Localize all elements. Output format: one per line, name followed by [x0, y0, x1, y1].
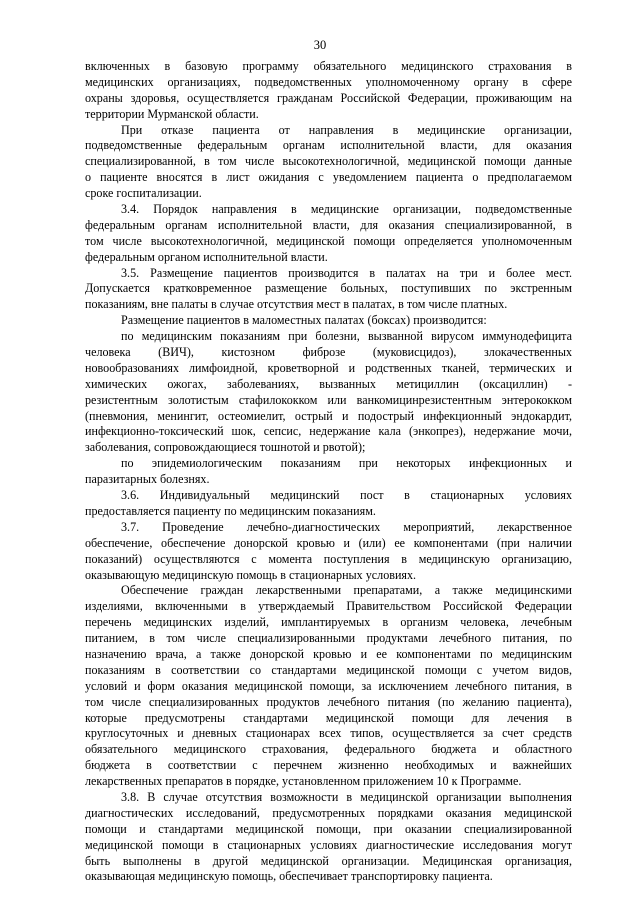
text-line: 3.5. Размещение пациентов производится в палатах на три и более мест. — [121, 265, 572, 280]
text-line: Обеспечение граждан лекарственными препаратами, а также медицинскими — [121, 583, 572, 598]
text-line: обеспечение, обеспечение донорской кровью и (или) ее компонентами (при наличии — [85, 535, 572, 550]
text-line: обязательного медицинского страхования, федерального бюджета и областного — [85, 742, 572, 757]
body-text — [85, 59, 572, 885]
text-line: по медицинским показаниям при болезни, вызванной вирусом иммунодефицита — [121, 329, 572, 344]
text-line: изделиями, включенными в утверждаемый Правительством Российской Федерации — [85, 599, 572, 614]
text-line: включенных в базовую программу обязательного медицинского страхования в — [85, 59, 572, 73]
text-line: показаниям в соответствии со стандартами медицинской помощи с учетом видов, — [85, 662, 572, 677]
text-line: специализированной, в том числе высокотехнологичной, медицинской помощи данные — [85, 154, 572, 169]
text-line: Допускается кратковременное размещение больных, поступивших по экстренным — [85, 281, 572, 296]
text-line: федеральным органом исполнительной власти. — [85, 249, 328, 264]
text-line: инфекционно-токсический шок, сепсис, недержание кала (энкопрез), недержание мочи, — [85, 424, 572, 439]
page-number: 30 — [313, 38, 327, 52]
text-line: 3.6. Индивидуальный медицинский пост в стационарных условиях — [121, 488, 572, 503]
text-line: 3.7. Проведение лечебно-диагностических мероприятий, лекарственное — [121, 519, 572, 534]
text-line: заболевания, сопровождающиеся тошнотой и рвотой); — [85, 440, 366, 455]
text-line: быть выполнены в другой медицинской организации. Медицинская организация, — [85, 853, 572, 868]
text-line: питанием, в том числе специализированными продуктами лечебного питания, по — [85, 631, 572, 646]
text-line: бюджета в соответствии с перечнем жизненно необходимых и важнейших — [85, 758, 572, 773]
text-line: 3.8. В случае отсутствия возможности в медицинской организации выполнения — [121, 789, 572, 804]
text-line: о пациенте вносятся в лист ожидания с уведомлением пациента о предполагаемом — [85, 170, 572, 185]
text-line: резистентным золотистым стафилококком или ванкомицинрезистентным энтерококком — [85, 392, 572, 407]
text-line: показаниям, вне палаты в случае отсутствия мест в палатах, в том числе платных. — [85, 297, 508, 312]
text-line: новообразованиях лимфоидной, кроветворной и родственных тканей, термических и — [85, 360, 572, 375]
text-line: Размещение пациентов в маломестных палатах (боксах) производится: — [121, 313, 487, 328]
text-line: том числе высокотехнологичной, медицинской помощи определяется уполномоченным — [85, 233, 572, 248]
text-line: лекарственных препаратов в порядке, установленном приложением 10 к Программе. — [85, 774, 522, 789]
text-line: назначению врача, а также донорской кровью и ее компонентами по медицинским — [85, 646, 572, 661]
text-line: условий и форм оказания медицинской помощи, за исключением лечебного питания, в — [85, 678, 572, 693]
text-line: диагностических исследований, предусмотренных порядками оказания медицинской — [85, 805, 572, 820]
text-line: помощи и стандартами медицинской помощи, при оказании специализированной — [85, 821, 572, 836]
text-line: территории Мурманской области. — [85, 106, 259, 121]
text-line: оказывающая медицинскую помощь, обеспечивает транспортировку пациента. — [85, 869, 493, 884]
text-line: охраны здоровья, осуществляется гражданам Российской Федерации, проживающим на — [85, 90, 572, 105]
text-line: 3.4. Порядок направления в медицинские организации, подведомственные — [121, 202, 572, 217]
text-line: человека (ВИЧ), кистозном фиброзе (муковисцидоз), злокачественных — [85, 345, 572, 360]
text-line: медицинской помощи в стационарных условиях диагностические исследования могут — [85, 837, 572, 852]
text-line: паразитарных болезнях. — [85, 472, 210, 487]
text-line: подведомственные федеральным органам исполнительной власти, для оказания — [85, 138, 572, 153]
text-line: медицинских организациях, подведомственных уполномоченному органу в сфере — [85, 74, 572, 89]
text-line: федеральным органам исполнительной власти, для оказания специализированной, в — [85, 217, 572, 232]
text-line: том числе специализированных продуктов лечебного питания (по желанию пациента), — [85, 694, 572, 709]
text-line: предоставляется пациенту по медицинским показаниям. — [85, 503, 376, 518]
text-line: показаний) осуществляются с момента поступления в медицинскую организацию, — [85, 551, 572, 566]
text-line: оказывающую медицинскую помощь в стационарных условиях. — [85, 567, 417, 582]
text-line: (пневмония, менингит, остеомиелит, острый и подострый инфекционный эндокардит, — [85, 408, 572, 423]
text-line: химических ожогах, заболеваниях, вызванных метициллин (оксациллин) - — [85, 376, 572, 391]
text-line: по эпидемиологическим показаниям при некоторых инфекционных и — [121, 456, 572, 471]
text-line: круглосуточных и дневных стационарах всех типов, осуществляется за счет средств — [85, 726, 572, 741]
text-line: которые предусмотрены стандартами медицинской помощи для лечения в — [85, 710, 572, 725]
text-line: сроке госпитализации. — [85, 186, 202, 201]
text-line: При отказе пациента от направления в медицинские организации, — [121, 122, 572, 137]
text-line: перечень медицинских изделий, имплантируемых в организм человека, лечебным — [85, 615, 572, 630]
